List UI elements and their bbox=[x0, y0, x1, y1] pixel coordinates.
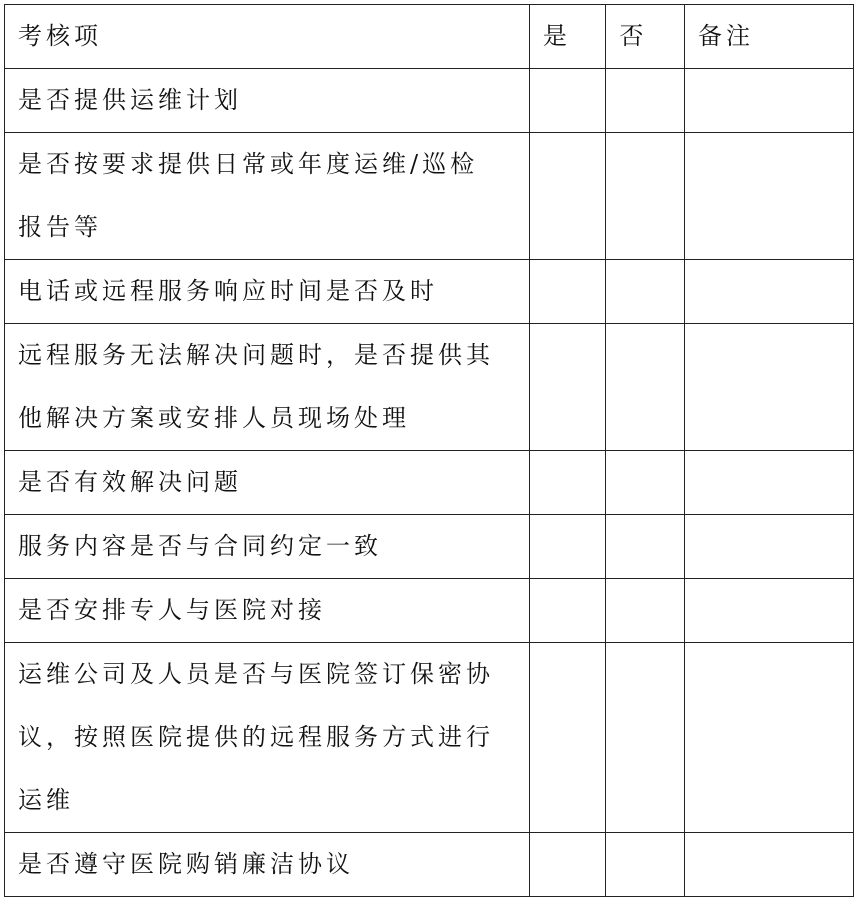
table-row bbox=[5, 515, 854, 579]
yes-cell[interactable] bbox=[529, 451, 606, 515]
note-cell[interactable] bbox=[685, 643, 854, 833]
note-cell[interactable] bbox=[685, 260, 854, 324]
item-line: 电话或远程服务响应时间是否及时 bbox=[18, 277, 438, 305]
note-cell[interactable] bbox=[685, 69, 854, 133]
note-cell[interactable] bbox=[685, 833, 854, 897]
note-cell[interactable] bbox=[685, 451, 854, 515]
header-no: 否 bbox=[606, 5, 685, 69]
item-line: 议，按照医院提供的远程服务方式进行 bbox=[18, 723, 494, 751]
item-cell bbox=[5, 324, 530, 451]
yes-cell[interactable] bbox=[529, 643, 606, 833]
item-cell bbox=[5, 515, 530, 579]
header-row bbox=[5, 5, 854, 69]
no-cell[interactable] bbox=[606, 643, 685, 833]
note-cell[interactable] bbox=[685, 133, 854, 260]
item-line: 是否提供运维计划 bbox=[18, 86, 242, 114]
header-item: 考核项 bbox=[5, 5, 530, 69]
no-cell[interactable] bbox=[606, 324, 685, 451]
item-line: 是否按要求提供日常或年度运维/巡检 bbox=[18, 150, 479, 178]
table-row bbox=[5, 451, 854, 515]
item-cell bbox=[5, 643, 530, 833]
item-cell bbox=[5, 69, 530, 133]
item-line: 是否遵守医院购销廉洁协议 bbox=[18, 850, 354, 878]
no-cell[interactable] bbox=[606, 515, 685, 579]
yes-cell[interactable] bbox=[529, 69, 606, 133]
item-line: 报告等 bbox=[18, 213, 102, 241]
assessment-checklist-table bbox=[4, 4, 854, 897]
table-row bbox=[5, 133, 854, 260]
item-cell bbox=[5, 260, 530, 324]
header-yes: 是 bbox=[529, 5, 606, 69]
table-row bbox=[5, 833, 854, 897]
no-cell[interactable] bbox=[606, 451, 685, 515]
note-cell[interactable] bbox=[685, 579, 854, 643]
table-row bbox=[5, 324, 854, 451]
item-cell bbox=[5, 133, 530, 260]
yes-cell[interactable] bbox=[529, 260, 606, 324]
item-line: 他解决方案或安排人员现场处理 bbox=[18, 404, 410, 432]
item-cell bbox=[5, 579, 530, 643]
note-cell[interactable] bbox=[685, 515, 854, 579]
yes-cell[interactable] bbox=[529, 515, 606, 579]
no-cell[interactable] bbox=[606, 69, 685, 133]
yes-cell[interactable] bbox=[529, 324, 606, 451]
header-note: 备注 bbox=[685, 5, 854, 69]
note-cell[interactable] bbox=[685, 324, 854, 451]
item-line: 是否安排专人与医院对接 bbox=[18, 596, 326, 624]
item-cell bbox=[5, 451, 530, 515]
item-line: 是否有效解决问题 bbox=[18, 468, 242, 496]
no-cell[interactable] bbox=[606, 260, 685, 324]
no-cell[interactable] bbox=[606, 133, 685, 260]
table-row bbox=[5, 260, 854, 324]
yes-cell[interactable] bbox=[529, 133, 606, 260]
table-row bbox=[5, 579, 854, 643]
item-line: 运维公司及人员是否与医院签订保密协 bbox=[18, 660, 494, 688]
item-line: 服务内容是否与合同约定一致 bbox=[18, 532, 382, 560]
yes-cell[interactable] bbox=[529, 579, 606, 643]
item-line: 远程服务无法解决问题时，是否提供其 bbox=[18, 341, 494, 369]
no-cell[interactable] bbox=[606, 579, 685, 643]
table-row bbox=[5, 69, 854, 133]
no-cell[interactable] bbox=[606, 833, 685, 897]
table-row bbox=[5, 643, 854, 833]
item-line: 运维 bbox=[18, 786, 74, 814]
yes-cell[interactable] bbox=[529, 833, 606, 897]
item-cell bbox=[5, 833, 530, 897]
